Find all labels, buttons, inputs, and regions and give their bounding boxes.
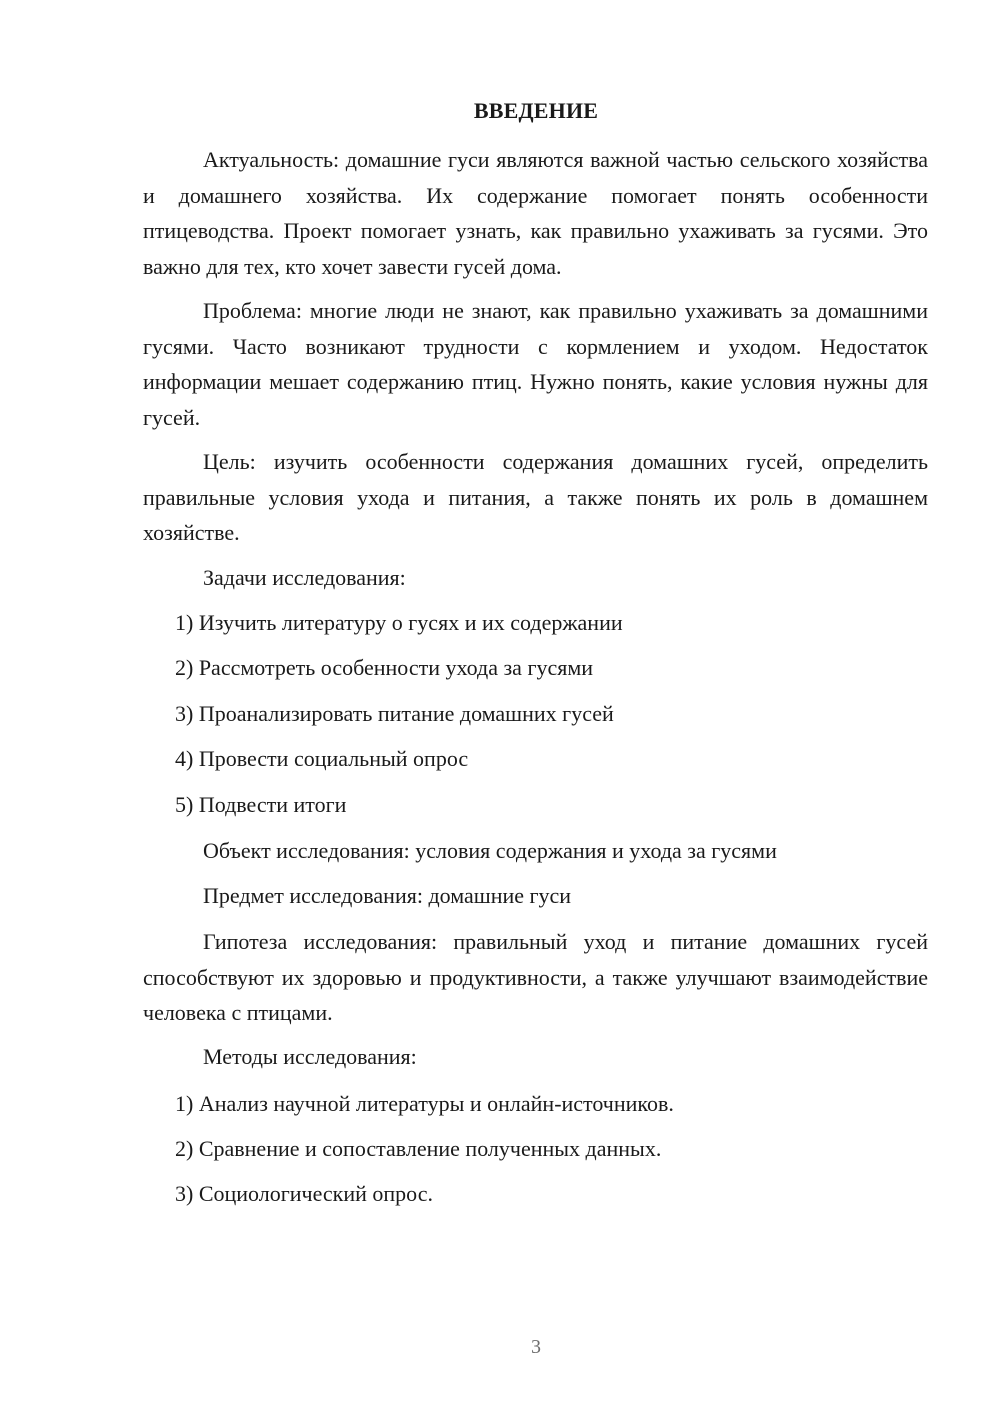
method-item: 2) Сравнение и сопоставление полученных данных. [175,1136,662,1161]
goal-paragraph: Цель: изучить особенности содержания домашних гусей, определить правильные условия ухода и питания, а также понять их роль в домашнем хозяйстве. [143,449,928,545]
method-item: 3) Социологический опрос. [175,1181,433,1206]
method-item: 1) Анализ научной литературы и онлайн-источников. [175,1091,674,1116]
methods-heading: Методы исследования: [203,1044,417,1069]
research-subject: Предмет исследования: домашние гуси [203,883,572,908]
task-item: 4) Провести социальный опрос [175,746,469,771]
page-number: 3 [531,1336,541,1358]
task-item: 2) Рассмотреть особенности ухода за гусями [175,655,594,680]
task-item: 3) Проанализировать питание домашних гусей [175,701,614,726]
hypothesis-paragraph: Гипотеза исследования: правильный уход и питание домашних гусей способствуют их здоровью и продуктивности, а также улучшают взаимодействие человека с птицами. [143,929,928,1025]
section-title: ВВЕДЕНИЕ [473,98,599,123]
research-object: Объект исследования: условия содержания и ухода за гусями [203,838,777,863]
task-item: 5) Подвести итоги [175,792,347,817]
problem-paragraph: Проблема: многие люди не знают, как правильно ухаживать за домашними гусями. Часто возникают трудности с кормлением и уходом. Недостаток информации мешает содержанию птиц. Нужно понять, какие условия нужны для гусей. [143,298,928,430]
tasks-heading: Задачи исследования: [203,565,406,590]
task-item: 1) Изучить литературу о гусях и их содержании [175,610,623,635]
relevance-paragraph: Актуальность: домашние гуси являются важной частью сельского хозяйства и домашнего хозяйства. Их содержание помогает понять особенности птицеводства. Проект помогает узнать, как правильно ухаживать за гусями. Это важно для тех, кто хочет завести гусей дома. [143,147,928,279]
